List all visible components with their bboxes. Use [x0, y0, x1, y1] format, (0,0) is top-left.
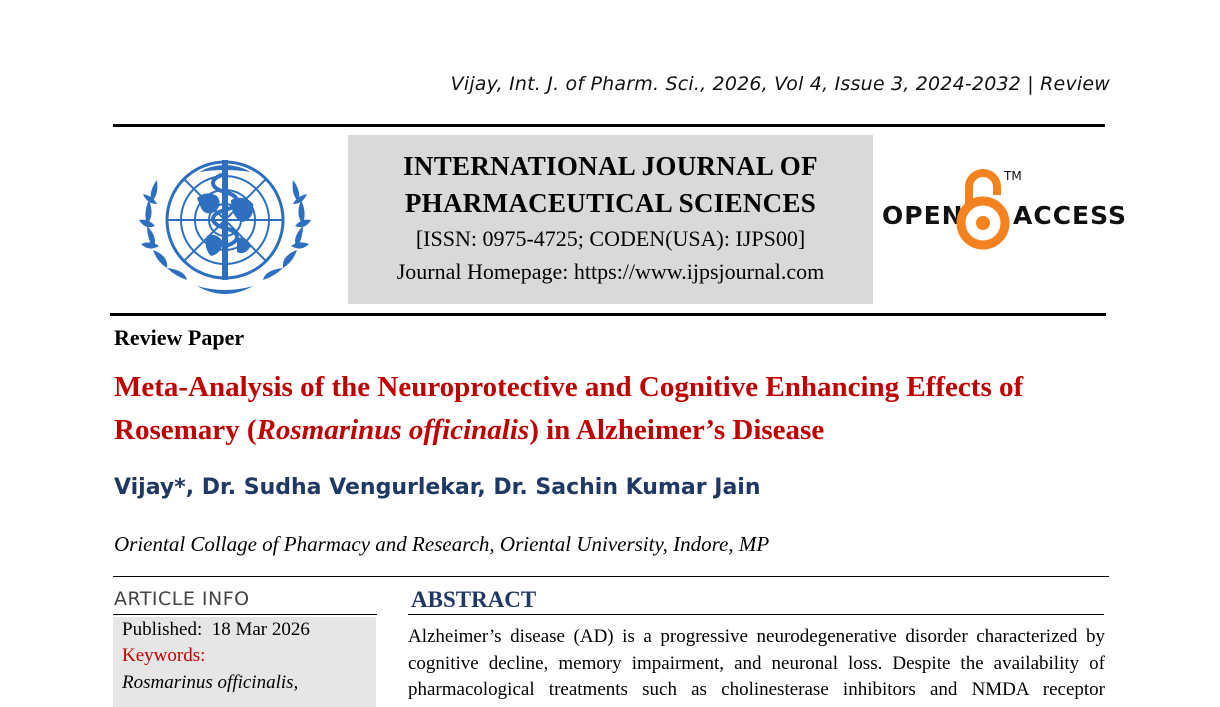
open-access-access-text: ACCESS [1013, 201, 1128, 230]
journal-title-line-2: PHARMACEUTICAL SCIENCES [404, 188, 817, 218]
published-date: 18 Mar 2026 [211, 619, 310, 640]
title-part-1: Meta-Analysis of the Neuroprotective and Cognitive Enhancing Effects of Rosemary ( [114, 371, 1024, 446]
article-type: Review Paper [114, 325, 245, 350]
journal-masthead [348, 135, 873, 304]
title-species-name: Rosmarinus officinalis [256, 414, 530, 446]
journal-homepage-link[interactable]: Journal Homepage: https://www.ijpsjournal.com [396, 259, 825, 284]
abstract-heading: ABSTRACT [411, 587, 537, 612]
abstract-body [408, 624, 1105, 704]
author-list: Vijay*, Dr. Sudha Vengurlekar, Dr. Sachin Kumar Jain [114, 475, 761, 500]
journal-issn: [ISSN: 0975-4725; CODEN(USA): IJPS00] [415, 226, 806, 251]
abstract-line: cognitive decline, memory impairment, and neuronal loss. Despite the availability of [408, 652, 1105, 674]
running-head-citation: Vijay, Int. J. of Pharm. Sci., 2026, Vol 4, Issue 3, 2024-2032 | Review [450, 73, 1110, 95]
abstract-line: Alzheimer’s disease (AD) is a progressive neurodegenerative disorder characterized by [408, 626, 1105, 647]
trademark-mark: TM [1004, 169, 1022, 183]
header-bottom-rule [110, 313, 1106, 316]
keyword-item: Rosmarinus officinalis, [122, 672, 299, 693]
keywords-label: Keywords: [122, 645, 206, 666]
open-access-open-text: OPEN [882, 201, 964, 230]
section-divider [113, 576, 1109, 577]
article-info-rule [113, 614, 377, 615]
author-affiliation: Oriental Collage of Pharmacy and Research, Oriental University, Indore, MP [114, 532, 770, 556]
published-label: Published: [122, 619, 203, 640]
journal-title-line-1: INTERNATIONAL JOURNAL OF [403, 151, 818, 181]
published-line [122, 619, 310, 641]
article-info-heading: ARTICLE INFO [114, 588, 250, 610]
abstract-line: pharmacological treatments such as cholinesterase inhibitors and NMDA receptor [408, 679, 1105, 700]
article-title [114, 366, 1104, 452]
title-part-2: ) in Alzheimer’s Disease [529, 414, 825, 446]
open-access-logo [880, 165, 1128, 255]
header-top-rule [113, 124, 1105, 127]
journal-emblem-icon [127, 140, 323, 306]
abstract-rule [408, 614, 1104, 615]
